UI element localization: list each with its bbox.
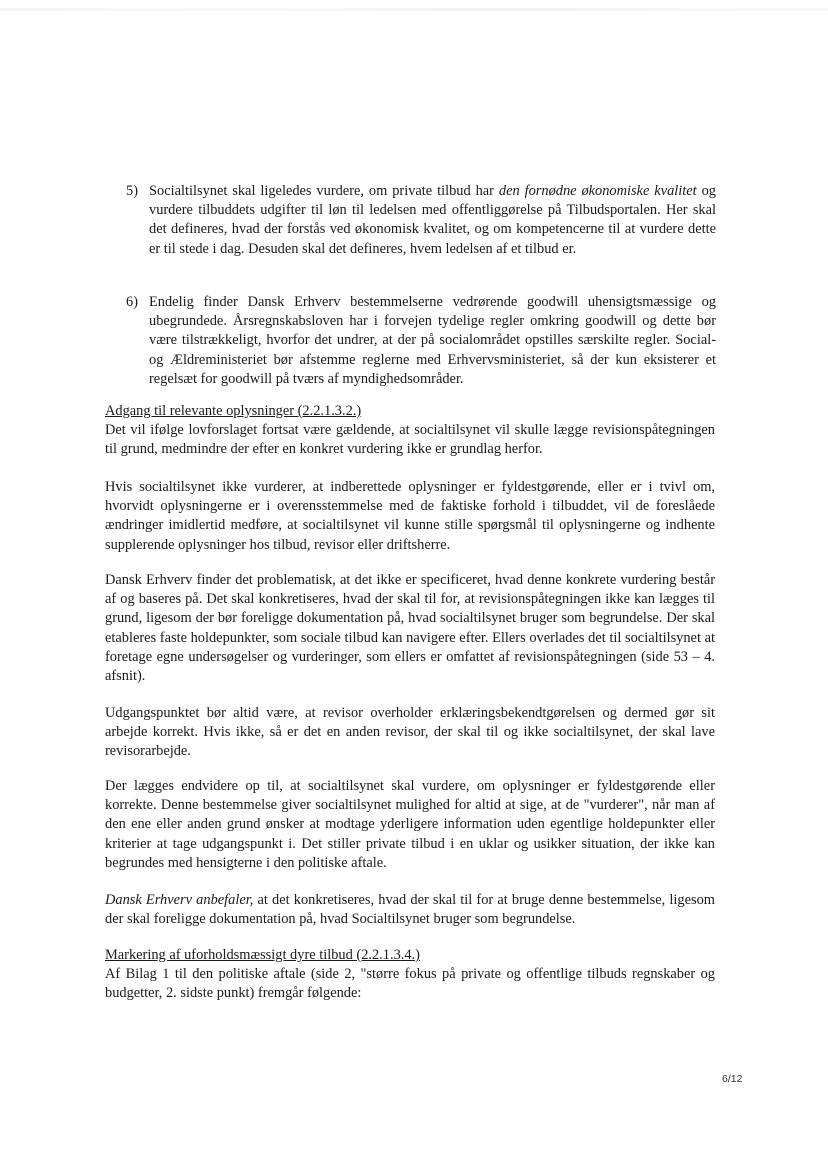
section-expensive-offers (105, 946, 715, 1004)
list-text: Socialtilsynet skal ligeledes vurdere, om private tilbud har den fornødne økonomiske kvalitet og vurdere tilbuddets udgifter til løn til ledelsen med offentliggørelse på Tilbudsportalen. Her skal det defineres, hvad der forstås ved økonomisk kvalitet, og om kompetencerne til at vurdere dette er til stede i dag. Desuden skal det defineres, hvem ledelsen af et tilbud er. (149, 183, 716, 257)
section-heading: Markering af uforholdsmæssigt dyre tilbud (2.2.1.3.4.) (105, 947, 420, 963)
list-text: Endelig finder Dansk Erhverv bestemmelserne vedrørende goodwill uhensigtsmæssige og ubegrundede. Årsregnskabsloven har i forvejen tydelige regler omkring goodwill og dette bør være tilstrækkeligt, hvorfor det undrer, at der på socialområdet opstilles særskilte regler. Social- og Ældreministeriet bør afstemme reglerne med Erhvervsministeriet, så der kun eksisterer et regelsæt for goodwill på tværs af myndighedsområder. (149, 294, 716, 387)
paragraph-5: Der lægges endvidere op til, at socialtilsynet skal vurdere, om oplysninger er fyldestgørende eller korrekte. Denne bestemmelse giver socialtilsynet mulighed for altid at sige, at de "vurderer", når man af den ene eller anden grund ønsker at modtage yderligere information uden egentlige holdepunkter eller kriterier at tage udgangspunkt i. Det stiller private tilbud i en uklar og usikker situation, der ikke kan begrundes med hensigterne i den politiske aftale. (105, 778, 715, 871)
paragraph-4: Udgangspunktet bør altid være, at revisor overholder erklæringsbekendtgørelsen og dermed gør sit arbejde korrekt. Hvis ikke, så er det en anden revisor, der skal til og ikke socialtilsynet, der skal lave revisorarbejde. (105, 705, 715, 760)
list-number: 6) (126, 294, 138, 310)
paragraph-recommendation: Dansk Erhverv anbefaler, at det konkretiseres, hvad der skal til for at bruge denne bestemmelse, ligesom der skal foreligge dokumentation på, hvad Socialtilsynet bruger som begrundelse. (105, 892, 715, 928)
list-item-5 (126, 182, 716, 259)
emphasis-text: den fornødne økonomiske kvalitet (498, 183, 697, 199)
list-item-6 (126, 293, 716, 389)
emphasis-text: Dansk Erhverv anbefaler, (105, 892, 254, 908)
list-number: 5) (126, 183, 138, 199)
paragraph: Det vil ifølge lovforslaget fortsat være gældende, at socialtilsynet vil skulle lægge revisionspåtegningen til grund, medmindre der efter en konkret vurdering ikke er grundlag herfor. (105, 422, 715, 458)
paragraph: Af Bilag 1 til den politiske aftale (side 2, "større fokus på private og offentlige tilbuds regnskaber og budgetter, 2. sidste punkt) fremgår følgende: (105, 966, 715, 1002)
scan-artifact (0, 8, 828, 11)
section-relevant-information (105, 402, 715, 460)
page-number: 6/12 (722, 1073, 743, 1085)
paragraph-3: Dansk Erhverv finder det problematisk, at det ikke er specificeret, hvad denne konkrete vurdering består af og baseres på. Det skal konkretiseres, hvad der skal til for, at revisionspåtegningen ikke kan lægges til grund, ligesom der bør foreligge dokumentation på, hvad socialtilsynet bruger som begrundelse. Der skal etableres faste holdepunkter, som sociale tilbud kan navigere efter. Ellers overlades det til socialtilsynet at foretage egne undersøgelser og vurderinger, som ellers er omfattet af revisionspåtegningen (side 53 – 4. afsnit). (105, 572, 715, 685)
paragraph-2: Hvis socialtilsynet ikke vurderer, at indberettede oplysninger er fyldestgørende, eller er i tvivl om, hvorvidt oplysningerne er i overensstemmelse med de faktiske forhold i tilbuddet, vil de foreslåede ændringer imidlertid medføre, at socialtilsynet vil kunne stille spørgsmål til oplysningerne og indhente supplerende oplysninger hos tilbud, revisor eller driftsherre. (105, 479, 715, 553)
section-heading: Adgang til relevante oplysninger (2.2.1.3.2.) (105, 403, 362, 419)
